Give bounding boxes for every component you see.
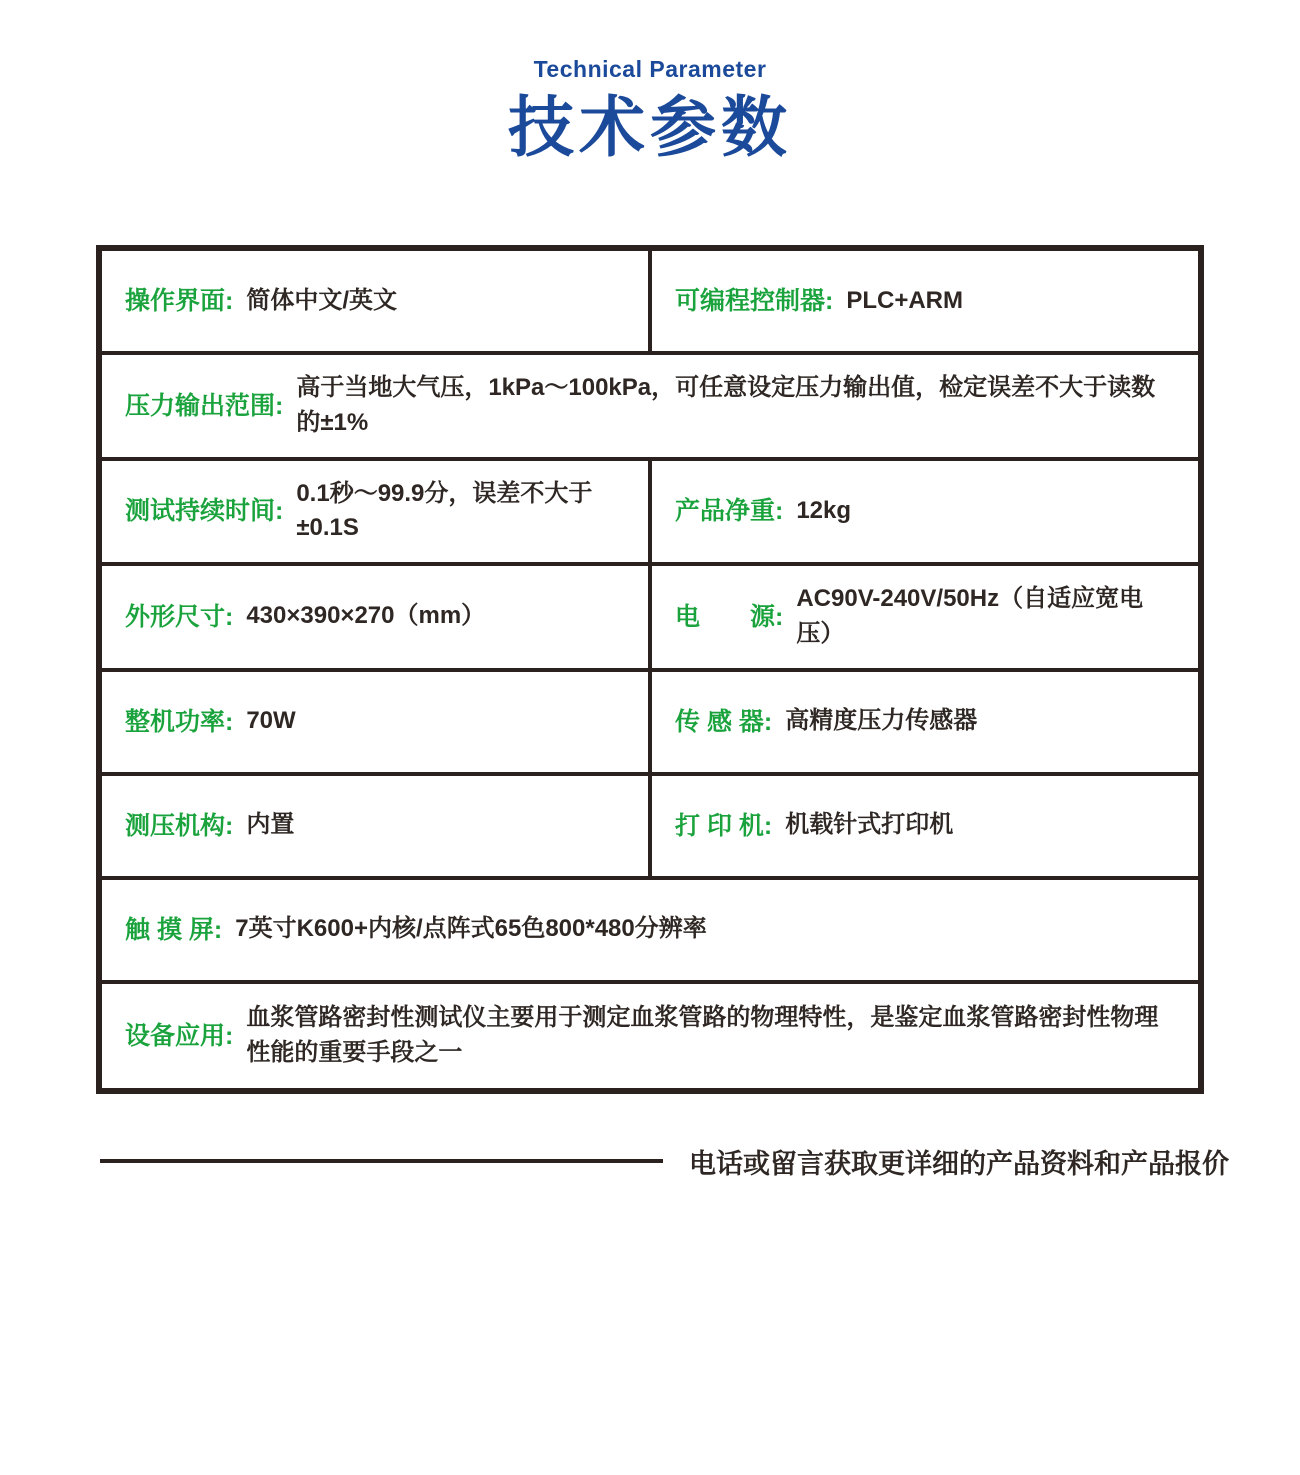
- spec-label: 电 源:: [675, 602, 784, 631]
- spec-value: 430×390×270（mm）: [246, 602, 486, 630]
- page-header: [0, 0, 1300, 165]
- spec-label: 设备应用:: [125, 1021, 234, 1050]
- spec-cell: [102, 251, 648, 351]
- spec-cell: [648, 251, 1198, 351]
- spec-cell: [648, 566, 1198, 668]
- spec-label: 可编程控制器:: [675, 286, 834, 315]
- page-title: 技术参数: [508, 90, 792, 164]
- spec-label: 压力输出范围:: [125, 391, 284, 420]
- section-subtitle-en: Technical Parameter: [533, 56, 767, 82]
- footer-note: 电话或留言获取更详细的产品资料和产品报价: [689, 1148, 1229, 1179]
- spec-row: [102, 880, 1198, 984]
- spec-row: [102, 984, 1198, 1088]
- spec-row: [102, 776, 1198, 880]
- spec-cell: [648, 672, 1198, 772]
- spec-value: 70W: [246, 707, 296, 735]
- spec-label: 触 摸 屏:: [125, 915, 223, 944]
- spec-value: AC90V-240V/50Hz（自适应宽电压）: [796, 585, 1144, 647]
- spec-value: 机载针式打印机: [785, 811, 954, 839]
- spec-label: 操作界面:: [125, 286, 234, 315]
- spec-value: 内置: [246, 811, 295, 839]
- spec-row: [102, 672, 1198, 776]
- spec-cell: [648, 776, 1198, 876]
- spec-cell: [102, 355, 1198, 457]
- spec-cell: [102, 672, 648, 772]
- spec-cell: [102, 776, 648, 876]
- divider-line: [100, 1159, 663, 1163]
- spec-label: 传 感 器:: [675, 707, 773, 736]
- spec-row: [102, 251, 1198, 355]
- spec-cell: [648, 461, 1198, 563]
- spec-value: PLC+ARM: [846, 286, 963, 314]
- spec-cell: [102, 566, 648, 668]
- spec-value: 7英寸K600+内核/点阵式65色800*480分辨率: [235, 915, 707, 943]
- spec-cell: [102, 880, 1198, 980]
- page-footer: [100, 1142, 1229, 1181]
- spec-value: 高精度压力传感器: [785, 707, 978, 735]
- spec-label: 外形尺寸:: [125, 602, 234, 631]
- spec-label: 测试持续时间:: [125, 497, 284, 526]
- spec-cell: [102, 984, 1198, 1088]
- spec-row: [102, 566, 1198, 672]
- spec-value: 0.1秒～99.9分，误差不大于±0.1S: [296, 479, 593, 542]
- spec-cell: [102, 461, 648, 563]
- spec-label: 打 印 机:: [675, 811, 773, 840]
- spec-row: [102, 461, 1198, 567]
- spec-row: [102, 355, 1198, 461]
- spec-label: 整机功率:: [125, 707, 234, 736]
- spec-value: 12kg: [796, 496, 852, 524]
- spec-label: 测压机构:: [125, 811, 234, 840]
- spec-value: 高于当地大气压，1kPa～100kPa，可任意设定压力输出值，检定误差不大于读数的±1%: [296, 373, 1156, 436]
- spec-label: 产品净重:: [675, 497, 784, 526]
- spec-value: 血浆管路密封性测试仪主要用于测定血浆管路的物理特性，是鉴定血浆管路密封性物理性能的重要手段之一: [246, 1003, 1159, 1066]
- spec-table: [96, 245, 1204, 1094]
- spec-value: 简体中文/英文: [246, 286, 397, 314]
